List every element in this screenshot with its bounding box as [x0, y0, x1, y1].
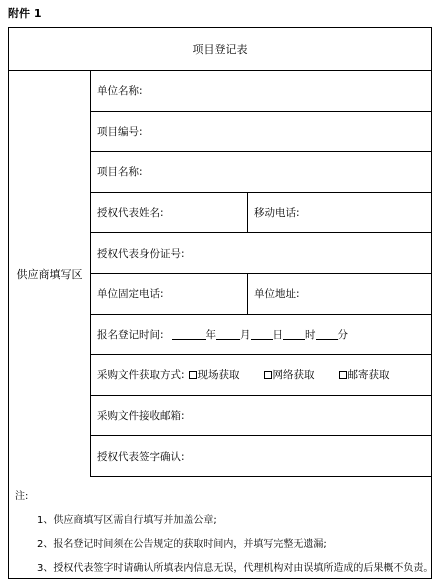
notes-header: 注:	[15, 491, 29, 502]
row-phone-address	[91, 274, 432, 315]
rep-name-field[interactable]: 授权代表姓名:	[91, 193, 248, 233]
acquisition-method-label: 采购文件获取方式:	[97, 369, 185, 382]
row-signature	[91, 436, 432, 477]
supplier-fill-area-label: 供应商填写区	[9, 71, 91, 477]
registration-time-field[interactable]	[91, 315, 432, 355]
day-label: 日	[272, 328, 284, 341]
option-mail[interactable]	[339, 367, 390, 382]
option-onsite-label: 现场获取	[197, 369, 240, 382]
row-rep-id	[91, 233, 432, 274]
acquisition-method-field	[91, 355, 432, 395]
attachment-label: 附件 1	[8, 7, 42, 20]
note-item: 3、授权代表签字时请确认所填表内信息无误，代理机构对由误填所造成的后果概不负责。	[37, 563, 434, 574]
row-email	[91, 396, 432, 437]
project-name-field[interactable]: 项目名称:	[97, 166, 143, 179]
note-item: 2、报名登记时间须在公告规定的获取时间内，并填写完整无遗漏;	[37, 539, 327, 550]
project-number-field[interactable]: 项目编号:	[97, 125, 143, 138]
checkbox-mail[interactable]	[339, 371, 347, 379]
receiving-email-field[interactable]: 采购文件接收邮箱:	[97, 410, 185, 423]
row-acquisition-method	[91, 355, 432, 396]
month-label: 月	[240, 328, 251, 341]
rep-id-number-field[interactable]: 授权代表身份证号:	[97, 247, 185, 260]
row-project-no	[91, 112, 432, 153]
registration-form	[8, 27, 432, 579]
fixed-phone-field[interactable]: 单位固定电话:	[91, 274, 248, 314]
row-unit-name	[91, 71, 432, 112]
option-onsite[interactable]	[189, 367, 240, 382]
row-project-name	[91, 152, 432, 193]
form-title: 项目登记表	[9, 28, 431, 71]
checkbox-online[interactable]	[264, 371, 272, 379]
option-online[interactable]	[264, 367, 315, 382]
signature-field[interactable]: 授权代表签字确认:	[97, 450, 185, 463]
hour-blank[interactable]	[283, 329, 305, 340]
row-reg-time	[91, 315, 432, 356]
year-label: 年	[205, 328, 217, 341]
minute-blank[interactable]	[316, 329, 338, 340]
month-blank[interactable]	[216, 329, 240, 340]
unit-address-field[interactable]: 单位地址:	[254, 288, 300, 301]
registration-time-label: 报名登记时间:	[97, 328, 164, 341]
year-blank[interactable]	[172, 329, 206, 340]
notes-section	[9, 477, 434, 580]
option-online-label: 网络获取	[272, 369, 315, 382]
option-mail-label: 邮寄获取	[347, 369, 390, 382]
form-fields	[91, 71, 432, 477]
row-rep-name	[91, 193, 432, 234]
unit-name-field[interactable]: 单位名称:	[97, 85, 143, 98]
day-blank[interactable]	[251, 329, 273, 340]
minute-label: 分	[337, 328, 349, 341]
hour-label: 时	[305, 328, 316, 341]
checkbox-onsite[interactable]	[189, 371, 197, 379]
note-item: 1、供应商填写区需自行填写并加盖公章;	[37, 515, 217, 526]
mobile-phone-field[interactable]: 移动电话:	[254, 207, 300, 220]
